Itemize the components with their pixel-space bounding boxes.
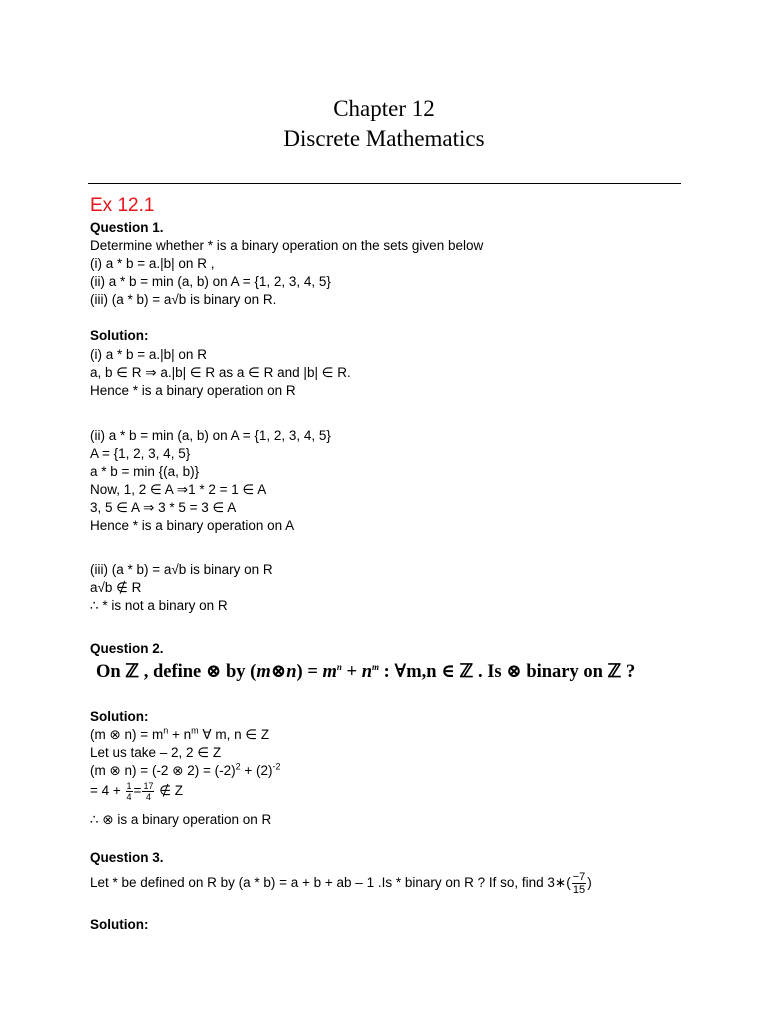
question-3-label: Question 3. bbox=[90, 850, 164, 865]
q2-exp: n bbox=[336, 661, 342, 672]
sol2-sup: n bbox=[163, 725, 169, 736]
solution-1-line: (iii) (a * b) = a√b is binary on R bbox=[90, 562, 273, 577]
sol2-text: + n bbox=[168, 727, 192, 742]
q2-text: : ∀m,n ∈ ℤ . Is ⊗ binary on ℤ ? bbox=[379, 662, 636, 682]
fraction-numerator: 1 bbox=[126, 780, 132, 791]
sol2-sup: 2 bbox=[235, 761, 241, 772]
solution-1-line: Hence * is a binary operation on R bbox=[90, 383, 296, 398]
solution-1-line: ∴ * is not a binary on R bbox=[90, 598, 228, 613]
solution-2-label: Solution: bbox=[90, 709, 149, 724]
solution-1-line: A = {1, 2, 3, 4, 5} bbox=[90, 446, 191, 461]
q2-text: On ℤ , define ⊗ by ( bbox=[96, 662, 257, 682]
solution-1-line: (i) a * b = a.|b| on R bbox=[90, 347, 207, 362]
q2-text: ) = bbox=[296, 662, 323, 682]
question-1-line: (i) a * b = a.|b| on R , bbox=[90, 256, 215, 271]
fraction bbox=[142, 781, 154, 802]
solution-2-line: ∴ ⊗ is a binary operation on R bbox=[90, 812, 272, 827]
solution-1-line: a, b ∈ R ⇒ a.|b| ∈ R as a ∈ R and |b| ∈ R. bbox=[90, 365, 351, 380]
q2-exp: m bbox=[371, 661, 379, 672]
exercise-title: Ex 12.1 bbox=[90, 195, 155, 216]
solution-1-line: Hence * is a binary operation on A bbox=[90, 518, 295, 533]
fraction-denominator: 4 bbox=[145, 791, 151, 802]
solution-2-line bbox=[90, 726, 269, 744]
fraction bbox=[126, 781, 133, 802]
question-2-label: Question 2. bbox=[90, 641, 164, 656]
q3-text: Let * be defined on R by (a * b) = a + b + ab – 1 .Is * binary on R ? If so, find 3∗( bbox=[90, 875, 571, 890]
sol2-text: ∉ Z bbox=[155, 783, 183, 798]
sol2-text: = 4 + bbox=[90, 783, 125, 798]
q2-text: + bbox=[341, 662, 362, 682]
sol2-text: (m ⊗ n) = m bbox=[90, 727, 164, 742]
fraction bbox=[572, 871, 587, 896]
sol2-text: ∀ m, n ∈ Z bbox=[198, 727, 270, 742]
header-divider bbox=[88, 183, 681, 184]
subject-title: Discrete Mathematics bbox=[283, 126, 485, 151]
fraction-denominator: 4 bbox=[126, 791, 132, 802]
question-2-statement bbox=[96, 661, 635, 683]
q2-var: m bbox=[322, 662, 337, 682]
fraction-numerator: −7 bbox=[572, 870, 586, 883]
fraction-denominator: 15 bbox=[572, 883, 586, 896]
sol2-text: (m ⊗ n) = (-2 ⊗ 2) = (-2) bbox=[90, 763, 236, 778]
solution-2-line: Let us take – 2, 2 ∈ Z bbox=[90, 745, 222, 760]
solution-1-line: (ii) a * b = min (a, b) on A = {1, 2, 3, 4, 5} bbox=[90, 428, 331, 443]
solution-3-label: Solution: bbox=[90, 917, 149, 932]
solution-1-line: a * b = min {(a, b)} bbox=[90, 464, 200, 479]
fraction-numerator: 17 bbox=[143, 780, 154, 791]
solution-1-line: Now, 1, 2 ∈ A ⇒1 * 2 = 1 ∈ A bbox=[90, 482, 267, 497]
sol2-text: + (2) bbox=[240, 763, 273, 778]
q2-expr: m⊗n bbox=[256, 662, 297, 682]
question-1-line: Determine whether * is a binary operation on the sets given below bbox=[90, 238, 484, 253]
sol2-sup: -2 bbox=[272, 761, 281, 772]
solution-1-line: a√b ∉ R bbox=[90, 580, 142, 595]
q2-var: n bbox=[361, 662, 372, 682]
question-3-statement bbox=[90, 868, 592, 898]
solution-1-label: Solution: bbox=[90, 328, 149, 343]
question-1-line: (ii) a * b = min (a, b) on A = {1, 2, 3, 4, 5} bbox=[90, 274, 331, 289]
question-1-line: (iii) (a * b) = a√b is binary on R. bbox=[90, 292, 277, 307]
sol2-sup: m bbox=[191, 725, 199, 736]
q3-text: ) bbox=[587, 875, 592, 890]
chapter-title: Chapter 12 bbox=[333, 96, 435, 121]
sol2-text: = bbox=[133, 783, 142, 798]
solution-2-line bbox=[90, 778, 183, 804]
solution-1-line: 3, 5 ∈ A ⇒ 3 * 5 = 3 ∈ A bbox=[90, 500, 237, 515]
question-1-label: Question 1. bbox=[90, 220, 164, 235]
